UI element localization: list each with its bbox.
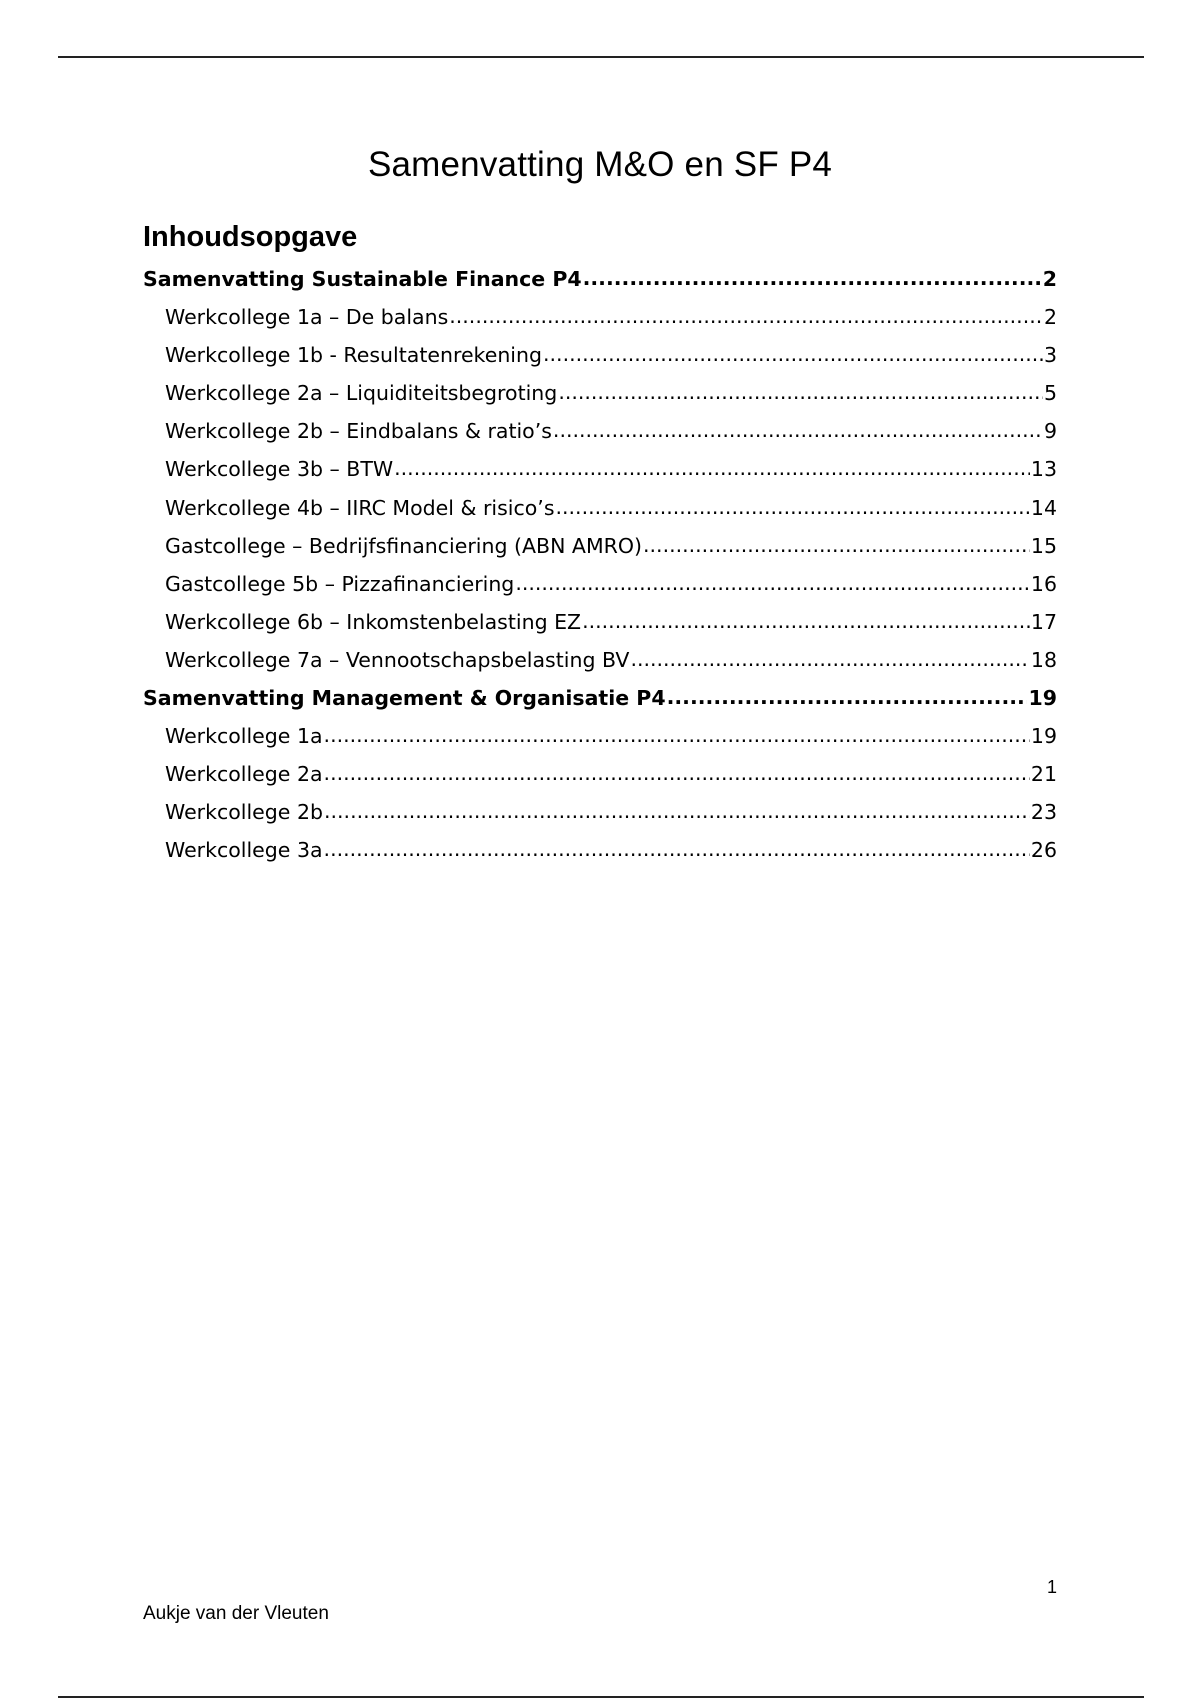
toc-entry-mo-werkcollege-2a[interactable] [143, 762, 1057, 800]
toc-entry-page: 26 [1030, 838, 1057, 863]
toc-entry-page: 13 [1030, 457, 1057, 482]
toc-entry-label: Werkcollege 1a – De balans [165, 305, 449, 330]
table-of-contents [143, 267, 1057, 877]
toc-entry-mo-werkcollege-2b[interactable] [143, 800, 1057, 838]
header-rule [58, 56, 1144, 58]
toc-entry-page: 17 [1030, 609, 1057, 634]
toc-entry-werkcollege-2a-liquiditeitsbegroting[interactable] [143, 381, 1057, 419]
footer-rule [58, 1696, 1144, 1698]
toc-dot-leader [630, 647, 1029, 671]
toc-entry-label: Werkcollege 4b – IIRC Model & risico’s [165, 495, 555, 520]
toc-dot-leader [558, 380, 1043, 404]
toc-dot-leader [643, 533, 1030, 557]
toc-dot-leader [515, 571, 1030, 595]
toc-entry-werkcollege-3b-btw[interactable] [143, 457, 1057, 495]
toc-entry-label: Werkcollege 2b [165, 800, 323, 825]
toc-entry-page: 18 [1030, 647, 1057, 672]
toc-dot-leader [324, 761, 1030, 785]
toc-dot-leader [324, 837, 1030, 861]
toc-entry-page: 9 [1043, 419, 1057, 444]
toc-dot-leader [449, 304, 1043, 328]
toc-entry-mo-werkcollege-3a[interactable] [143, 838, 1057, 876]
toc-entry-werkcollege-2b-eindbalans[interactable] [143, 419, 1057, 457]
toc-entry-gastcollege-5b-pizzafinanciering[interactable] [143, 572, 1057, 610]
toc-dot-leader [394, 456, 1030, 480]
toc-entry-label: Werkcollege 2a [165, 762, 323, 787]
toc-entry-sustainable-finance[interactable] [143, 267, 1057, 305]
toc-entry-gastcollege-bedrijfsfinanciering[interactable] [143, 534, 1057, 572]
toc-dot-leader [582, 609, 1030, 633]
toc-entry-page: 2 [1042, 267, 1057, 291]
page-number: 1 [1046, 1577, 1057, 1597]
toc-entry-werkcollege-1b-resultatenrekening[interactable] [143, 343, 1057, 381]
toc-entry-page: 19 [1028, 686, 1057, 711]
toc-dot-leader [556, 495, 1030, 519]
toc-entry-werkcollege-7a-vennootschapsbelasting[interactable] [143, 648, 1057, 686]
toc-dot-leader [583, 266, 1042, 290]
toc-entry-label: Werkcollege 3a [165, 838, 323, 863]
toc-entry-werkcollege-4b-iirc[interactable] [143, 496, 1057, 534]
toc-entry-page: 5 [1043, 381, 1057, 406]
toc-entry-page: 19 [1030, 724, 1057, 749]
toc-entry-label: Werkcollege 2a – Liquiditeitsbegroting [165, 381, 558, 406]
toc-entry-label: Werkcollege 6b – Inkomstenbelasting EZ [165, 609, 582, 634]
toc-entry-page: 2 [1043, 305, 1057, 330]
toc-entry-label: Werkcollege 1a [165, 724, 323, 749]
toc-entry-werkcollege-6b-inkomstenbelasting[interactable] [143, 610, 1057, 648]
toc-entry-label: Werkcollege 3b – BTW [165, 457, 394, 482]
toc-dot-leader [667, 685, 1028, 709]
toc-entry-page: 3 [1043, 343, 1057, 368]
toc-entry-werkcollege-1a-balans[interactable] [143, 305, 1057, 343]
footer-author: Aukje van der Vleuten [143, 1603, 329, 1624]
toc-dot-leader [324, 723, 1030, 747]
toc-heading: Inhoudsopgave [143, 221, 358, 253]
toc-entry-label: Werkcollege 1b - Resultatenrekening [165, 343, 543, 368]
toc-entry-management-organisatie[interactable] [143, 686, 1057, 724]
toc-entry-mo-werkcollege-1a[interactable] [143, 724, 1057, 762]
toc-entry-label: Gastcollege 5b – Pizzafinanciering [165, 571, 515, 596]
toc-entry-page: 16 [1030, 571, 1057, 596]
toc-dot-leader [543, 342, 1043, 366]
toc-entry-label: Werkcollege 2b – Eindbalans & ratio’s [165, 419, 552, 444]
document-title: Samenvatting M&O en SF P4 [367, 145, 833, 184]
toc-entry-page: 14 [1030, 495, 1057, 520]
toc-entry-label: Werkcollege 7a – Vennootschapsbelasting BV [165, 647, 630, 672]
toc-dot-leader [553, 418, 1043, 442]
toc-entry-page: 21 [1030, 762, 1057, 787]
toc-entry-label: Gastcollege – Bedrijfsfinanciering (ABN AMRO) [165, 533, 643, 558]
toc-entry-label: Samenvatting Sustainable Finance P4 [143, 267, 582, 291]
toc-entry-label: Samenvatting Management & Organisatie P4 [143, 686, 666, 711]
toc-dot-leader [324, 799, 1030, 823]
toc-entry-page: 15 [1030, 533, 1057, 558]
toc-entry-page: 23 [1030, 800, 1057, 825]
